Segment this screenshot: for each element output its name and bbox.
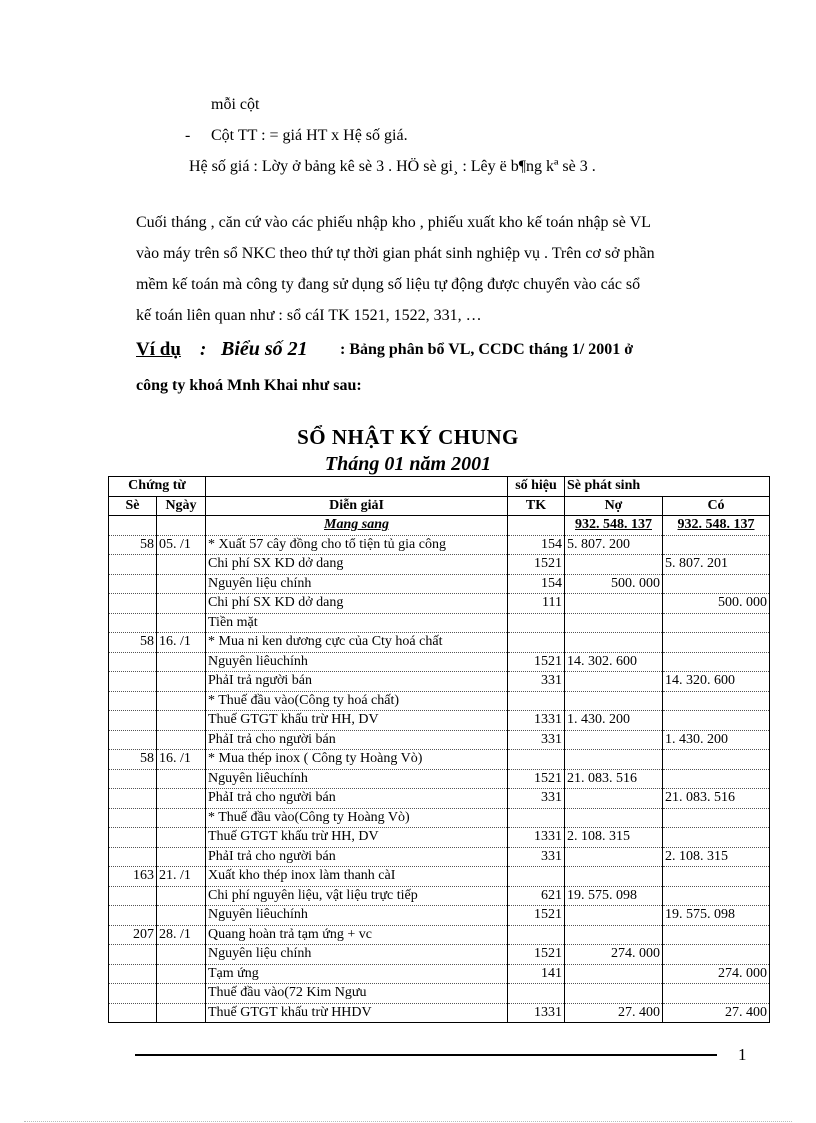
example-text: : Bảng phân bổ VL, CCDC tháng 1/ 2001 ở (340, 341, 634, 358)
row-date (157, 984, 206, 1004)
intro-line-3: Hệ số giá : Lờy ở bảng kê sè 3 . HÖ sè gi¸ : Lêy ë b¶ng kª sè 3 . (189, 158, 596, 175)
row-credit (663, 808, 770, 828)
row-number (109, 672, 157, 692)
row-account: 331 (508, 847, 565, 867)
row-number (109, 652, 157, 672)
row-credit (663, 574, 770, 594)
row-number (109, 730, 157, 750)
row-account: 1521 (508, 652, 565, 672)
row-account: 1331 (508, 711, 565, 731)
table-row (109, 789, 770, 809)
header-date: Ngày (157, 496, 206, 516)
carry-forward-row (109, 516, 770, 536)
row-account (508, 925, 565, 945)
row-account (508, 691, 565, 711)
row-debit (565, 750, 663, 770)
row-credit: 21. 083. 516 (663, 789, 770, 809)
row-debit: 500. 000 (565, 574, 663, 594)
row-number (109, 574, 157, 594)
row-account: 331 (508, 789, 565, 809)
row-number (109, 789, 157, 809)
row-description: Nguyên liệu chính (206, 574, 508, 594)
row-account: 621 (508, 886, 565, 906)
row-account: 1521 (508, 769, 565, 789)
row-date (157, 808, 206, 828)
row-number (109, 711, 157, 731)
table-row (109, 867, 770, 887)
row-date (157, 711, 206, 731)
row-number (109, 691, 157, 711)
row-description: Nguyên liêuchính (206, 906, 508, 926)
row-debit (565, 555, 663, 575)
row-description: Tạm ứng (206, 964, 508, 984)
row-date (157, 594, 206, 614)
row-credit (663, 867, 770, 887)
row-account: 1521 (508, 906, 565, 926)
row-date: 28. /1 (157, 925, 206, 945)
row-credit: 500. 000 (663, 594, 770, 614)
row-debit: 2. 108. 315 (565, 828, 663, 848)
row-description: PhảI trả cho người bán (206, 730, 508, 750)
table-row (109, 847, 770, 867)
row-description: * Thuế đầu vào(Công ty Hoàng Vò) (206, 808, 508, 828)
row-description: Xuất kho thép inox làm thanh càI (206, 867, 508, 887)
row-number: 58 (109, 535, 157, 555)
row-description: * Thuế đầu vào(Công ty hoá chất) (206, 691, 508, 711)
row-date (157, 828, 206, 848)
row-credit (663, 886, 770, 906)
row-date (157, 691, 206, 711)
row-number (109, 613, 157, 633)
row-account: 1331 (508, 828, 565, 848)
row-account (508, 633, 565, 653)
row-credit (663, 945, 770, 965)
row-number (109, 886, 157, 906)
carry-credit: 932. 548. 137 (663, 516, 770, 536)
journal-subtitle: Tháng 01 năm 2001 (324, 453, 492, 475)
row-account: 1521 (508, 555, 565, 575)
journal-title: SỔ NHẬT KÝ CHUNG (297, 425, 519, 449)
paragraph-line-4: kế toán liên quan như : sổ cáI TK 1521, 1522, 331, … (136, 307, 482, 324)
row-number (109, 964, 157, 984)
example-line-2: công ty khoá Mnh Khai như sau: (136, 377, 362, 394)
row-debit (565, 691, 663, 711)
row-debit (565, 925, 663, 945)
row-description: PhảI trả cho người bán (206, 789, 508, 809)
row-debit (565, 672, 663, 692)
intro-line-1: mỗi cột (211, 96, 260, 113)
row-debit (565, 808, 663, 828)
row-debit (565, 730, 663, 750)
row-description: Thuế GTGT khấu trừ HHDV (206, 1003, 508, 1023)
row-number (109, 808, 157, 828)
row-date (157, 1003, 206, 1023)
row-description: Thuế GTGT khấu trừ HH, DV (206, 711, 508, 731)
row-account: 1331 (508, 1003, 565, 1023)
row-date (157, 769, 206, 789)
row-credit (663, 769, 770, 789)
row-date (157, 652, 206, 672)
table-row (109, 1003, 770, 1023)
bottom-dotted-line (24, 1121, 792, 1122)
header-credit: Có (663, 496, 770, 516)
paragraph-line-1: Cuối tháng , căn cứ vào các phiếu nhập kho , phiếu xuất kho kế toán nhập sè VL (136, 214, 651, 231)
table-row (109, 945, 770, 965)
row-debit (565, 594, 663, 614)
table-row (109, 691, 770, 711)
row-credit (663, 613, 770, 633)
table-row (109, 633, 770, 653)
row-credit (663, 828, 770, 848)
row-date (157, 789, 206, 809)
row-account: 331 (508, 730, 565, 750)
row-account: 154 (508, 574, 565, 594)
row-date: 05. /1 (157, 535, 206, 555)
header-blank (206, 477, 508, 497)
row-number (109, 906, 157, 926)
row-credit: 2. 108. 315 (663, 847, 770, 867)
row-number (109, 847, 157, 867)
example-label: Ví dụ (136, 339, 181, 360)
footer-rule (135, 1054, 717, 1056)
row-account: 1521 (508, 945, 565, 965)
row-account (508, 984, 565, 1004)
row-description: * Mua ni ken dương cực của Cty hoá chất (206, 633, 508, 653)
carry-label: Mang sang (206, 516, 508, 536)
row-date (157, 555, 206, 575)
table-row (109, 925, 770, 945)
header-number: Sè (109, 496, 157, 516)
row-number (109, 769, 157, 789)
row-number: 58 (109, 750, 157, 770)
row-number (109, 555, 157, 575)
row-account: 141 (508, 964, 565, 984)
row-credit (663, 535, 770, 555)
table-row (109, 613, 770, 633)
row-description: Nguyên liêuchính (206, 769, 508, 789)
paragraph-line-2: vào máy trên sổ NKC theo thứ tự thời gian phát sinh nghiệp vụ . Trên cơ sở phần (136, 245, 655, 262)
row-debit (565, 847, 663, 867)
row-number (109, 984, 157, 1004)
header-arising: Sè phát sinh (565, 477, 770, 497)
row-description: PhảI trả người bán (206, 672, 508, 692)
row-number (109, 945, 157, 965)
row-debit: 14. 302. 600 (565, 652, 663, 672)
row-description: Thuế đầu vào(72 Kim Ngưu (206, 984, 508, 1004)
row-description: Quang hoàn trả tạm ứng + vc (206, 925, 508, 945)
table-row (109, 555, 770, 575)
row-description: Chi phí nguyên liệu, vật liệu trực tiếp (206, 886, 508, 906)
table-row (109, 886, 770, 906)
row-debit: 27. 400 (565, 1003, 663, 1023)
row-debit (565, 984, 663, 1004)
row-credit: 19. 575. 098 (663, 906, 770, 926)
row-date (157, 964, 206, 984)
intro-line-2: Cột TT : = giá HT x Hệ số giá. (211, 127, 408, 144)
row-description: Nguyên liêuchính (206, 652, 508, 672)
table-row (109, 750, 770, 770)
row-debit (565, 906, 663, 926)
row-date (157, 886, 206, 906)
row-debit (565, 613, 663, 633)
table-row (109, 535, 770, 555)
example-colon: : (200, 339, 207, 360)
row-account (508, 808, 565, 828)
row-debit: 21. 083. 516 (565, 769, 663, 789)
row-description: * Mua thép inox ( Công ty Hoàng Vò) (206, 750, 508, 770)
header-account-no: số hiệu (508, 477, 565, 497)
row-debit (565, 964, 663, 984)
row-description: * Xuất 57 cây đồng cho tổ tiện tủ gia công (206, 535, 508, 555)
row-date (157, 613, 206, 633)
row-credit: 1. 430. 200 (663, 730, 770, 750)
row-debit: 1. 430. 200 (565, 711, 663, 731)
row-credit (663, 750, 770, 770)
carry-debit: 932. 548. 137 (565, 516, 663, 536)
table-row (109, 594, 770, 614)
table-row (109, 808, 770, 828)
row-credit: 274. 000 (663, 964, 770, 984)
table-row (109, 964, 770, 984)
row-account: 154 (508, 535, 565, 555)
table-row (109, 711, 770, 731)
row-account (508, 867, 565, 887)
row-credit (663, 984, 770, 1004)
table-row (109, 652, 770, 672)
table-row (109, 730, 770, 750)
row-debit: 19. 575. 098 (565, 886, 663, 906)
row-account (508, 750, 565, 770)
row-debit: 5. 807. 200 (565, 535, 663, 555)
row-credit (663, 925, 770, 945)
row-description: Chi phí SX KD dở dang (206, 555, 508, 575)
row-debit (565, 789, 663, 809)
header-tk: TK (508, 496, 565, 516)
header-description: Diễn giảI (206, 496, 508, 516)
table-row (109, 574, 770, 594)
row-date (157, 906, 206, 926)
row-description: Tiền mặt (206, 613, 508, 633)
row-number: 163 (109, 867, 157, 887)
row-credit (663, 633, 770, 653)
row-credit (663, 652, 770, 672)
row-date (157, 847, 206, 867)
row-number (109, 1003, 157, 1023)
row-credit: 5. 807. 201 (663, 555, 770, 575)
row-description: Thuế GTGT khấu trừ HH, DV (206, 828, 508, 848)
example-ref: Biểu số 21 (221, 338, 308, 360)
row-account (508, 613, 565, 633)
row-date (157, 945, 206, 965)
intro-dash: - (185, 127, 191, 144)
row-debit (565, 867, 663, 887)
row-date: 16. /1 (157, 750, 206, 770)
row-description: PhảI trả cho người bán (206, 847, 508, 867)
row-date: 16. /1 (157, 633, 206, 653)
row-credit: 14. 320. 600 (663, 672, 770, 692)
row-debit: 274. 000 (565, 945, 663, 965)
row-number: 58 (109, 633, 157, 653)
table-row (109, 984, 770, 1004)
row-number: 207 (109, 925, 157, 945)
row-credit (663, 691, 770, 711)
page-number: 1 (738, 1045, 747, 1064)
row-number (109, 828, 157, 848)
header-voucher: Chứng từ (109, 477, 206, 497)
row-number (109, 594, 157, 614)
header-debit: Nợ (565, 496, 663, 516)
table-row (109, 828, 770, 848)
journal-table (108, 476, 770, 1023)
table-row (109, 769, 770, 789)
row-date (157, 574, 206, 594)
row-debit (565, 633, 663, 653)
table-row (109, 672, 770, 692)
row-date: 21. /1 (157, 867, 206, 887)
row-date (157, 672, 206, 692)
row-description: Chi phí SX KD dở dang (206, 594, 508, 614)
row-account: 331 (508, 672, 565, 692)
table-row (109, 906, 770, 926)
row-credit: 27. 400 (663, 1003, 770, 1023)
row-description: Nguyên liệu chính (206, 945, 508, 965)
paragraph-line-3: mềm kế toán mà công ty đang sử dụng số liệu tự động được chuyển vào các sổ (136, 276, 641, 293)
row-account: 111 (508, 594, 565, 614)
row-credit (663, 711, 770, 731)
row-date (157, 730, 206, 750)
